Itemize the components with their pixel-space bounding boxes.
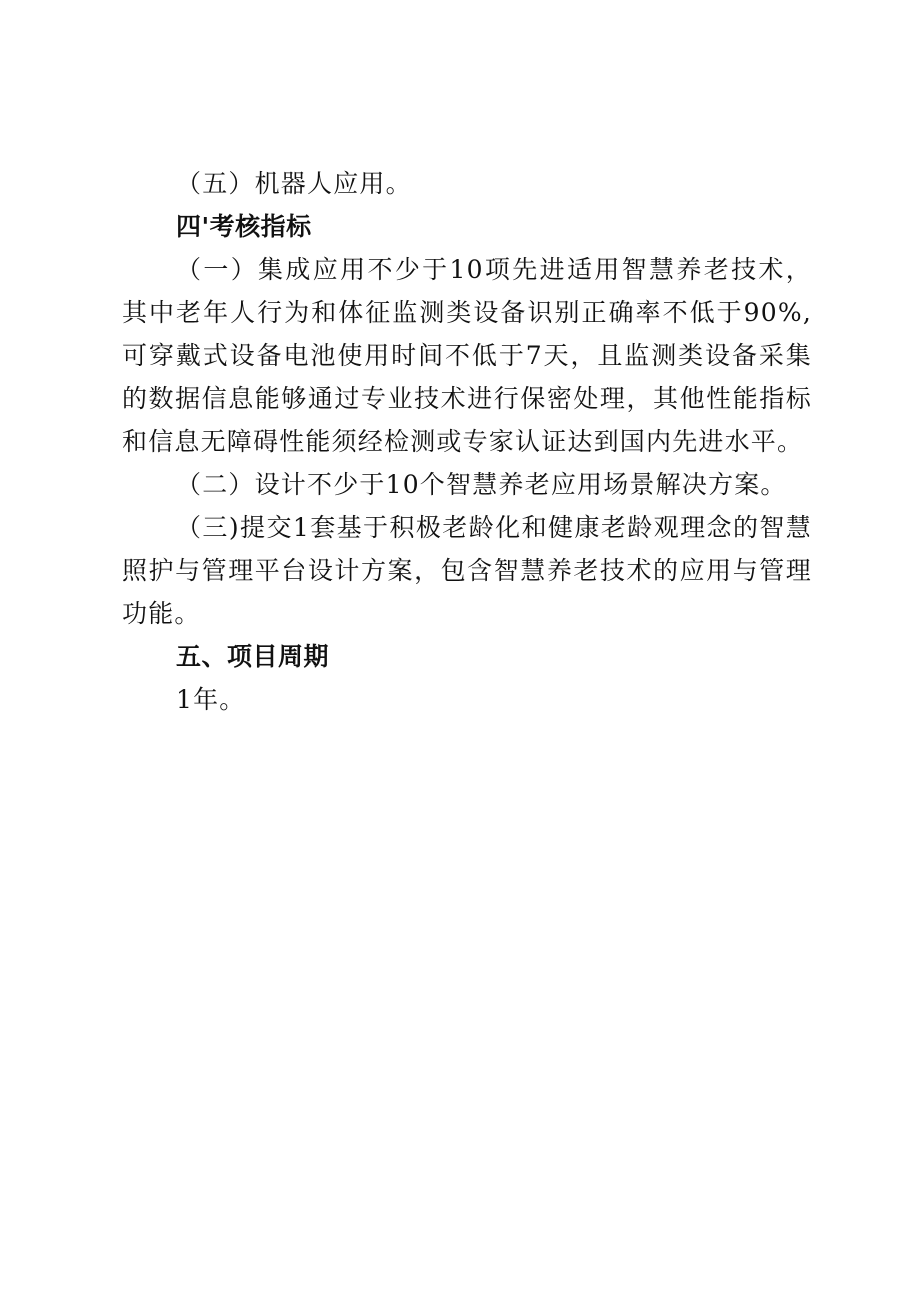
indicator-three-paragraph: （三)提交1套基于积极老龄化和健康老龄观理念的智慧照护与管理平台设计方案，包含智慧养老技术的应用与管理功能。	[122, 513, 812, 628]
section-four-heading: 四'考核指标	[176, 212, 312, 241]
indicator-one-paragraph: （一）集成应用不少于10项先进适用智慧养老技术，其中老年人行为和体征监测类设备识别正确率不低于90%,可穿戴式设备电池使用时间不低于7天，且监测类设备采集的数据信息能够通过专业技术进行保密处理，其他性能指标和信息无障碍性能须经检测或专家认证达到国内先进水平。	[122, 255, 812, 456]
item-five-paragraph: （五）机器人应用。	[176, 169, 412, 198]
period-paragraph: 1年。	[176, 685, 246, 714]
section-five-heading: 五、项目周期	[176, 642, 330, 671]
document-body	[122, 162, 812, 721]
indicator-two-paragraph: （二）设计不少于10个智慧养老应用场景解决方案。	[176, 470, 787, 499]
